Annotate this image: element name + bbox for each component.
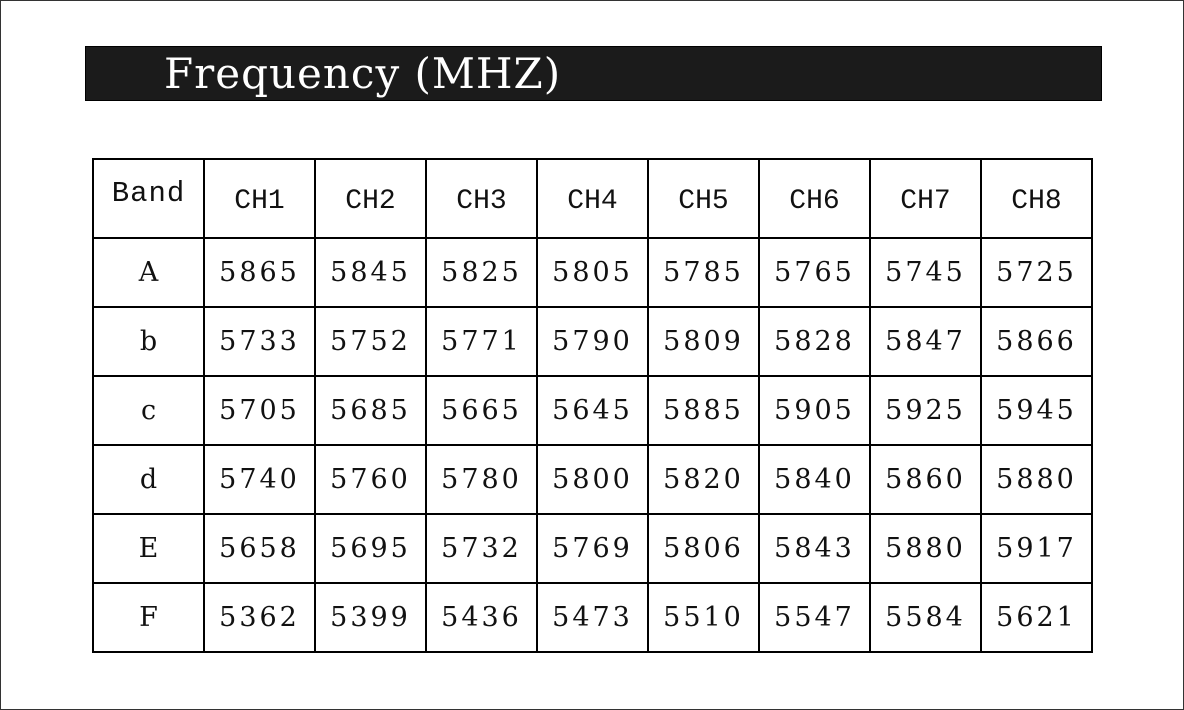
band-label: A [93,238,204,307]
frequency-cell: 5510 [648,583,759,652]
frequency-cell: 5840 [759,445,870,514]
table-row [93,514,1092,583]
frequency-cell: 5621 [981,583,1092,652]
frequency-cell: 5771 [426,307,537,376]
frequency-cell: 5905 [759,376,870,445]
band-label: E [93,514,204,583]
table-row [93,445,1092,514]
frequency-cell: 5745 [870,238,981,307]
frequency-cell: 5645 [537,376,648,445]
frequency-cell: 5436 [426,583,537,652]
frequency-cell: 5880 [981,445,1092,514]
frequency-cell: 5665 [426,376,537,445]
page-title: Frequency (MHZ) [164,49,562,98]
frequency-cell: 5865 [204,238,315,307]
band-label: d [93,445,204,514]
table-row [93,583,1092,652]
column-header-ch5: CH5 [648,159,759,238]
frequency-cell: 5780 [426,445,537,514]
frequency-cell: 5825 [426,238,537,307]
column-header-ch2: CH2 [315,159,426,238]
column-header-ch4: CH4 [537,159,648,238]
column-header-ch1: CH1 [204,159,315,238]
table-header-row [93,159,1092,238]
frequency-cell: 5828 [759,307,870,376]
column-header-band: Band [93,159,204,238]
frequency-cell: 5820 [648,445,759,514]
frequency-cell: 5885 [648,376,759,445]
column-header-ch6: CH6 [759,159,870,238]
frequency-cell: 5845 [315,238,426,307]
frequency-cell: 5547 [759,583,870,652]
frequency-cell: 5732 [426,514,537,583]
frequency-cell: 5399 [315,583,426,652]
frequency-cell: 5695 [315,514,426,583]
frequency-cell: 5806 [648,514,759,583]
frequency-cell: 5917 [981,514,1092,583]
band-label: b [93,307,204,376]
band-label: F [93,583,204,652]
frequency-cell: 5790 [537,307,648,376]
frequency-cell: 5740 [204,445,315,514]
frequency-cell: 5752 [315,307,426,376]
frequency-cell: 5847 [870,307,981,376]
frequency-cell: 5769 [537,514,648,583]
frequency-cell: 5733 [204,307,315,376]
frequency-cell: 5584 [870,583,981,652]
column-header-ch8: CH8 [981,159,1092,238]
frequency-cell: 5785 [648,238,759,307]
frequency-cell: 5860 [870,445,981,514]
frequency-cell: 5809 [648,307,759,376]
title-bar [85,46,1102,101]
frequency-cell: 5658 [204,514,315,583]
frequency-cell: 5945 [981,376,1092,445]
frequency-cell: 5866 [981,307,1092,376]
frequency-cell: 5880 [870,514,981,583]
frequency-cell: 5760 [315,445,426,514]
table-row [93,376,1092,445]
column-header-ch3: CH3 [426,159,537,238]
frequency-cell: 5473 [537,583,648,652]
band-label: c [93,376,204,445]
frequency-cell: 5805 [537,238,648,307]
frequency-cell: 5843 [759,514,870,583]
frequency-cell: 5362 [204,583,315,652]
frequency-cell: 5725 [981,238,1092,307]
column-header-ch7: CH7 [870,159,981,238]
frequency-cell: 5925 [870,376,981,445]
frequency-cell: 5685 [315,376,426,445]
frequency-cell: 5705 [204,376,315,445]
table-row [93,307,1092,376]
table-row [93,238,1092,307]
frequency-table [92,158,1093,653]
frequency-cell: 5765 [759,238,870,307]
frequency-cell: 5800 [537,445,648,514]
